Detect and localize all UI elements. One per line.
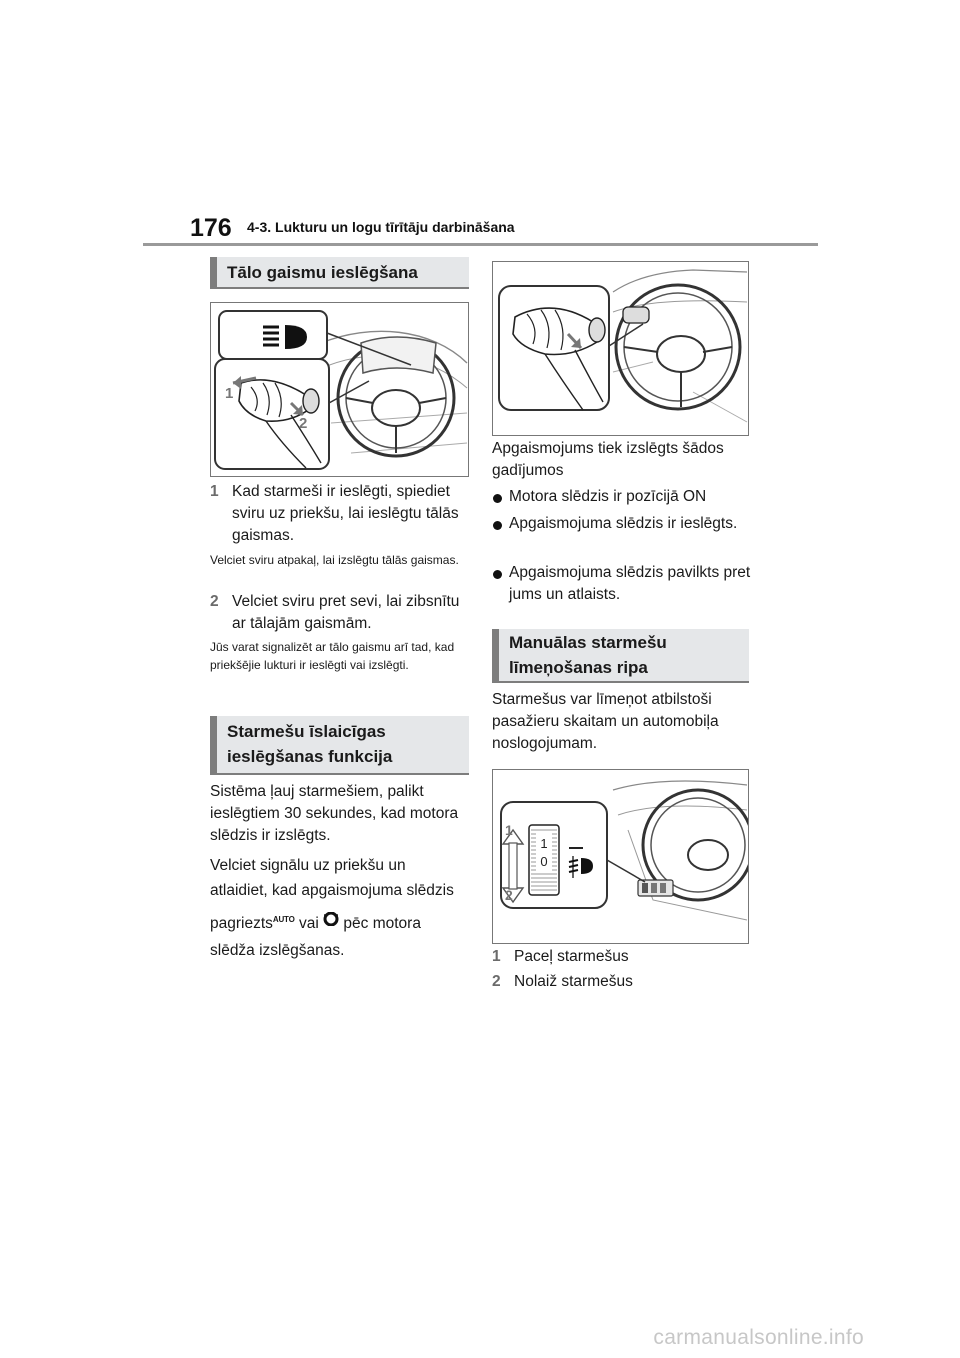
paragraph-timer-line2: atlaidiet, kad apgaismojuma slēdzis xyxy=(210,882,454,899)
step-2-number: 2 xyxy=(210,593,219,610)
figure-leveling-dial xyxy=(492,769,749,944)
bullet-dot xyxy=(493,521,502,530)
bullet-2-text: Apgaismojuma slēdzis ir ieslēgts. xyxy=(509,515,738,532)
figure1-callout-1: 1 xyxy=(225,385,234,402)
step-1-text: Kad starmeši ir ieslēgti, spiediet sviru uz priekšu, lai ieslēgtu tālās gaismas. xyxy=(232,483,459,544)
paragraph-timer-line1: Velciet signālu uz priekšu un xyxy=(210,857,406,874)
auto-icon: AUTO xyxy=(272,915,295,924)
figure1-callout-2: 2 xyxy=(299,415,308,432)
lights-off-intro: Apgaismojums tiek izslēgts šādos gadījumos xyxy=(492,440,724,479)
step-lower xyxy=(492,971,754,993)
step-lower-number: 2 xyxy=(492,973,501,990)
bullet-2 xyxy=(492,513,754,535)
bullet-dot xyxy=(493,570,502,579)
figure-lever xyxy=(492,261,749,436)
bullet-3 xyxy=(492,562,754,606)
paragraph-timer-prefix: pagriezts xyxy=(210,915,273,932)
bullet-dot xyxy=(493,494,502,503)
high-beam-illustration xyxy=(211,303,468,476)
section-title-leveling-line2: līmeņošanas ripa xyxy=(509,658,648,677)
section-title-leveling-line1: Manuālas starmešu xyxy=(509,633,667,652)
section-title-leveling xyxy=(492,629,749,683)
step-2 xyxy=(210,591,472,635)
bullet-3-text: Apgaismojuma slēdzis pavilkts pret jums un atlaists. xyxy=(509,564,751,603)
chapter-title: 4-3. Lukturu un logu tīrītāju darbināšana xyxy=(247,219,515,235)
paragraph-timer-desc: Sistēma ļauj starmešiem, palikt ieslēgtiem 30 sekundes, kad motora slēdzis ir izslēgts. xyxy=(210,783,459,844)
lever-illustration xyxy=(493,262,748,435)
figure-high-beam xyxy=(210,302,469,477)
note-2: Jūs varat signalizēt ar tālo gaismu arī tad, kad priekšējie lukturi ir ieslēgti vai izslēgti. xyxy=(210,640,455,672)
dial-mark-1: 1 xyxy=(540,836,548,851)
step-2-text: Velciet sviru pret sevi, lai zibsnītu ar tālajām gaismām. xyxy=(232,593,460,632)
dial-mark-0: 0 xyxy=(540,854,548,869)
paragraph-timer-mid: vai xyxy=(298,915,319,932)
header-divider xyxy=(143,243,818,246)
bullet-1-text: Motora slēdzis ir pozīcijā ON xyxy=(509,488,707,505)
figure3-callout-1: 1 xyxy=(505,822,513,838)
section-title-headlight-timer: Starmešu īslaicīgas ieslēgšanas funkcija xyxy=(210,716,469,775)
headlight-icon xyxy=(323,911,339,933)
figure3-callout-2: 2 xyxy=(505,887,513,903)
note-1: Velciet sviru atpakaļ, lai izslēgtu tālās gaismas. xyxy=(210,553,459,567)
step-1 xyxy=(210,481,472,547)
paragraph-leveling: Starmešus var līmeņot atbilstoši pasažieru skaitam un automobiļa noslogojumam. xyxy=(492,691,719,752)
step-lower-text: Nolaiž starmešus xyxy=(514,973,633,990)
paragraph-timer-line3 xyxy=(210,909,472,935)
bullet-1 xyxy=(492,486,754,508)
paragraph-timer-line4: slēdža izslēgšanas. xyxy=(210,942,345,959)
step-raise-number: 1 xyxy=(492,948,501,965)
watermark: carmanualsonline.info xyxy=(653,1326,864,1349)
paragraph-timer-suffix: pēc motora xyxy=(343,915,421,932)
step-raise-text: Paceļ starmešus xyxy=(514,948,629,965)
leveling-dial-illustration xyxy=(493,770,748,943)
page-number: 176 xyxy=(190,214,232,242)
step-raise xyxy=(492,946,754,968)
section-title-high-beam: Tālo gaismu ieslēgšana xyxy=(210,257,469,289)
step-1-number: 1 xyxy=(210,483,219,500)
